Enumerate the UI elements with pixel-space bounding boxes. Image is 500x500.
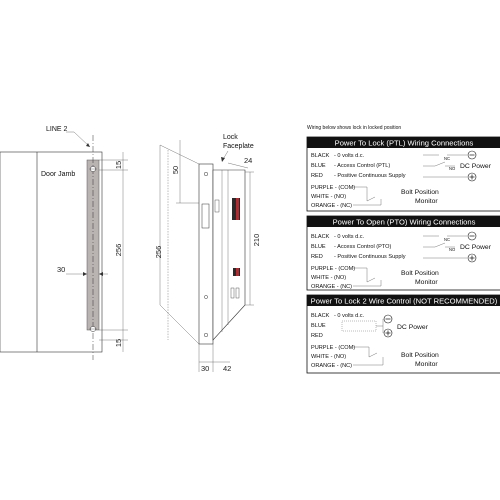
dim-width-30: 30 (57, 265, 66, 274)
panel-ptl-title: Power To Lock (PTL) Wiring Connections (334, 138, 474, 148)
door-jamb-label: Door Jamb (41, 171, 76, 178)
svg-text:WHITE - (NO): WHITE - (NO) (311, 354, 347, 360)
svg-text:Monitor: Monitor (415, 198, 438, 205)
svg-text:PURPLE - (COM): PURPLE - (COM) (311, 185, 356, 191)
2wire-red: RED (311, 333, 323, 339)
svg-text:PURPLE - (COM): PURPLE - (COM) (311, 345, 356, 351)
dim-top-15: 15 (114, 160, 123, 170)
panel-pto-title: Power To Open (PTO) Wiring Connections (332, 217, 476, 227)
svg-text:NC: NC (444, 237, 451, 242)
svg-text:NC: NC (444, 156, 451, 161)
faceplate-strip (199, 164, 213, 344)
panel-ptl (307, 137, 500, 211)
svg-text:- 0 volts d.c.: - 0 volts d.c. (334, 153, 365, 159)
dim-24: 24 (244, 156, 253, 165)
svg-text:NO: NO (449, 247, 456, 252)
dim-bottom-15: 15 (114, 338, 123, 348)
panel-2wire-title: Power To Lock 2 Wire Control (NOT RECOMMENDED) (310, 296, 498, 306)
svg-text:ORANGE - (NC): ORANGE - (NC) (311, 284, 353, 290)
ptl-dc-power-label: DC Power (460, 163, 491, 170)
pto-wire-blue: BLUE (311, 244, 326, 250)
dim-50: 50 (171, 165, 180, 175)
svg-text:NO: NO (449, 166, 456, 171)
dim-length-256: 256 (114, 243, 123, 257)
ptl-monitor-label: Bolt Position (401, 189, 439, 196)
line-2-label: LINE 2 (46, 126, 68, 133)
pto-wire-black: BLACK (311, 234, 330, 240)
ptl-wire-red: RED (311, 173, 323, 179)
pto-monitor-label: Bolt Position (401, 270, 439, 277)
2wire-monitor-label: Bolt Position (401, 352, 439, 359)
bolt-slot (202, 204, 209, 228)
pto-dc-power-label: DC Power (460, 244, 491, 251)
dim-256: 256 (154, 245, 163, 259)
door-jamb-outline (0, 152, 102, 352)
svg-text:WHITE - (NO): WHITE - (NO) (311, 275, 347, 281)
svg-text:- Positive Continuous Supply: - Positive Continuous Supply (334, 254, 406, 260)
svg-text:- Access Control (PTL): - Access Control (PTL) (334, 163, 391, 169)
panel-2wire-frame (307, 295, 500, 373)
svg-text:Monitor: Monitor (415, 279, 438, 286)
svg-text:- 0 volts d.c.: - 0 volts d.c. (334, 313, 365, 319)
svg-text:Faceplate: Faceplate (223, 143, 254, 150)
faceplate-label-1: Lock (223, 134, 238, 141)
2wire-blue: BLUE (311, 323, 326, 329)
pto-wire-red: RED (311, 254, 323, 260)
panel-pto (307, 216, 500, 290)
panel-2wire (307, 295, 500, 373)
svg-text:PURPLE - (COM): PURPLE - (COM) (311, 266, 356, 272)
faceplate-drawing (154, 134, 261, 373)
svg-text:ORANGE - (NC): ORANGE - (NC) (311, 203, 353, 209)
dim-210: 210 (252, 233, 261, 247)
door-jamb-drawing (0, 126, 128, 360)
svg-text:Monitor: Monitor (415, 361, 438, 368)
ptl-wire-black: BLACK (311, 153, 330, 159)
dim-42-bottom: 42 (223, 364, 232, 373)
wiring-note: Wiring below shows lock in locked position (307, 125, 402, 131)
svg-text:- Access Control (PTO): - Access Control (PTO) (334, 244, 392, 250)
svg-text:WHITE - (NO): WHITE - (NO) (311, 194, 347, 200)
2wire-dc-power-label: DC Power (397, 324, 428, 331)
ptl-wire-blue: BLUE (311, 163, 326, 169)
svg-text:- Positive Continuous Supply: - Positive Continuous Supply (334, 173, 406, 179)
svg-text:- 0 volts d.c.: - 0 volts d.c. (334, 234, 365, 240)
dim-30-bottom: 30 (201, 364, 210, 373)
2wire-black: BLACK (311, 313, 330, 319)
lock-body-outline (213, 170, 245, 340)
svg-text:ORANGE - (NC): ORANGE - (NC) (311, 363, 353, 369)
